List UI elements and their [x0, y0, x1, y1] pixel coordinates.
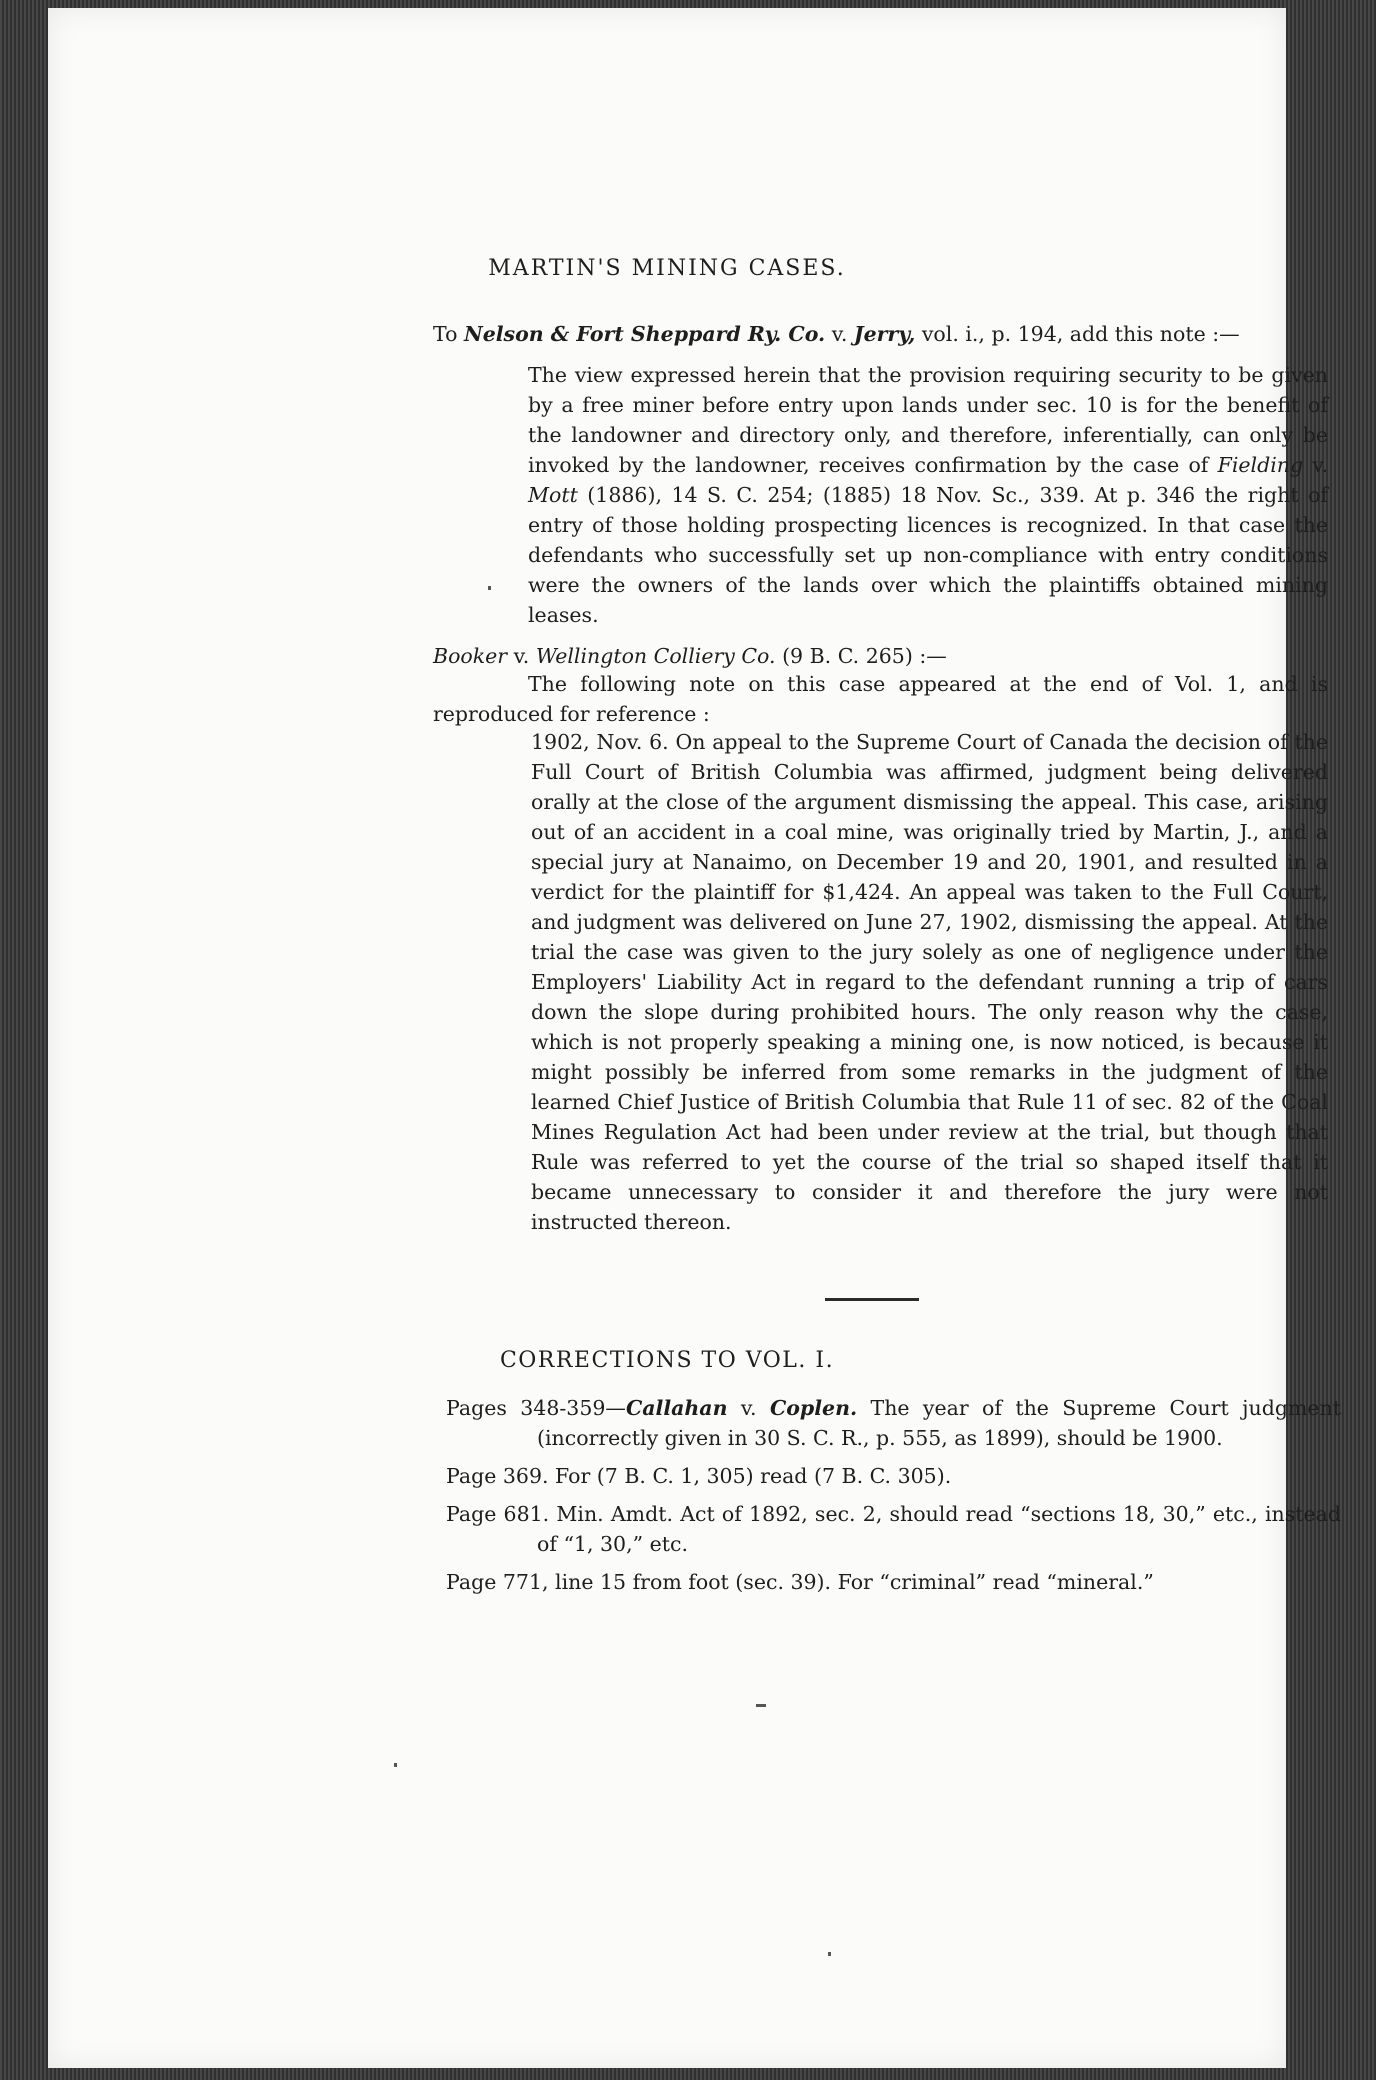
corrections-list — [446, 1393, 1341, 1605]
correction-versus: v. — [727, 1396, 770, 1420]
correction-pages: Page 369. — [446, 1464, 549, 1488]
note-1-heading — [433, 319, 1333, 349]
correction-party-name: Coplen. — [769, 1396, 858, 1420]
ink-speck — [828, 1952, 831, 1956]
note-1-cite-versus: v. — [1303, 453, 1328, 477]
note-1-lead-suffix: vol. i., p. 194, add this note :— — [915, 322, 1240, 346]
note-1-cite-case: Fielding — [1217, 453, 1304, 477]
note-2-case-name: Booker — [433, 644, 508, 668]
note-2-versus: v. — [507, 644, 536, 668]
note-2-party-name: Wellington Colliery Co. — [535, 644, 776, 668]
correction-item — [446, 1393, 1341, 1453]
section-divider — [825, 1298, 919, 1301]
note-2-body: 1902, Nov. 6. On appeal to the Supreme Court of Canada the decision of the Full Court of British Columbia was affirmed, judgment being delivered orally at the close of the argument dismissing the appeal. This case, arising out of an accident in a coal mine, was originally tried by Martin, J., and a special jury at Nanaimo, on December 19 and 20, 1901, and resulted in a verdict for the plaintiff for $1,424. An appeal was taken to the Full Court, and judgment was delivered on June 27, 1902, dismissing the appeal. At the trial the case was given to the jury solely as one of negligence under the Employers' Liability Act in regard to the defendant running a trip of cars down the slope during prohibited hours. The only reason why the case, which is not properly speaking a mining one, is now noticed, is because it might possibly be inferred from some remarks in the judgment of the learned Chief Justice of British Columbia that Rule 11 of sec. 82 of the Coal Mines Regulation Act had been under review at the trial, but though that Rule was referred to yet the course of the trial so shaped itself that it became unnecessary to consider it and therefore the jury were not instructed thereon. — [531, 730, 1328, 1234]
correction-item — [446, 1461, 1341, 1491]
correction-text: Min. Amdt. Act of 1892, sec. 2, should read “sections 18, 30,” etc., instead of “1, 30,” etc. — [537, 1502, 1341, 1556]
correction-text: For (7 B. C. 1, 305) read (7 B. C. 305). — [548, 1464, 952, 1488]
note-1-party-name: Jerry, — [853, 322, 916, 346]
note-1-case-name: Nelson & Fort Sheppard Ry. Co. — [463, 322, 826, 346]
note-1-cite-party: Mott — [528, 483, 578, 507]
note-1-lead-prefix: To — [433, 322, 464, 346]
page — [48, 8, 1341, 2068]
note-2-lead-suffix: (9 B. C. 265) :— — [775, 644, 947, 668]
note-1-body-a: The view expressed herein that the provision requiring security to be given by a free miner before entry upon lands under sec. 10 is for the benefit of the landowner and directory only, and therefore, inferentially, can only be invoked by the landowner, receives confirmation by the case of — [528, 363, 1328, 477]
correction-pages: Pages 348-359— — [446, 1396, 626, 1420]
note-1-versus: v. — [825, 322, 854, 346]
correction-text: The year of the Supreme Court judgment (incorrectly given in 30 S. C. R., p. 555, as 1899), should be 1900. — [537, 1396, 1341, 1450]
corrections-title: CORRECTIONS TO VOL. I. — [499, 1348, 835, 1373]
ink-speck — [488, 586, 491, 590]
note-1-body — [528, 360, 1328, 630]
ink-speck — [756, 1704, 766, 1707]
note-1-body-b: (1886), 14 S. C. 254; (1885) 18 Nov. Sc., 339. At p. 346 the right of entry of those holding prospecting licences is recognized. In that case the defendants who successfully set up non-compliance with entry conditions were the owners of the lands over which the plaintiffs obtained mining leases. — [528, 483, 1328, 627]
correction-pages: Page 681. — [446, 1502, 550, 1526]
note-2-heading — [433, 641, 1333, 671]
correction-pages: Page 771, — [446, 1570, 549, 1594]
correction-item — [446, 1567, 1341, 1597]
correction-item — [446, 1499, 1341, 1559]
correction-text: line 15 from foot (sec. 39). For “criminal” read “mineral.” — [548, 1570, 1154, 1594]
correction-case-name: Callahan — [625, 1396, 728, 1420]
note-2-intro: The following note on this case appeared at the end of Vol. 1, and is reproduced for reference : — [433, 672, 1328, 726]
running-head: MARTIN'S MINING CASES. — [488, 256, 846, 281]
ink-speck — [394, 1763, 397, 1767]
